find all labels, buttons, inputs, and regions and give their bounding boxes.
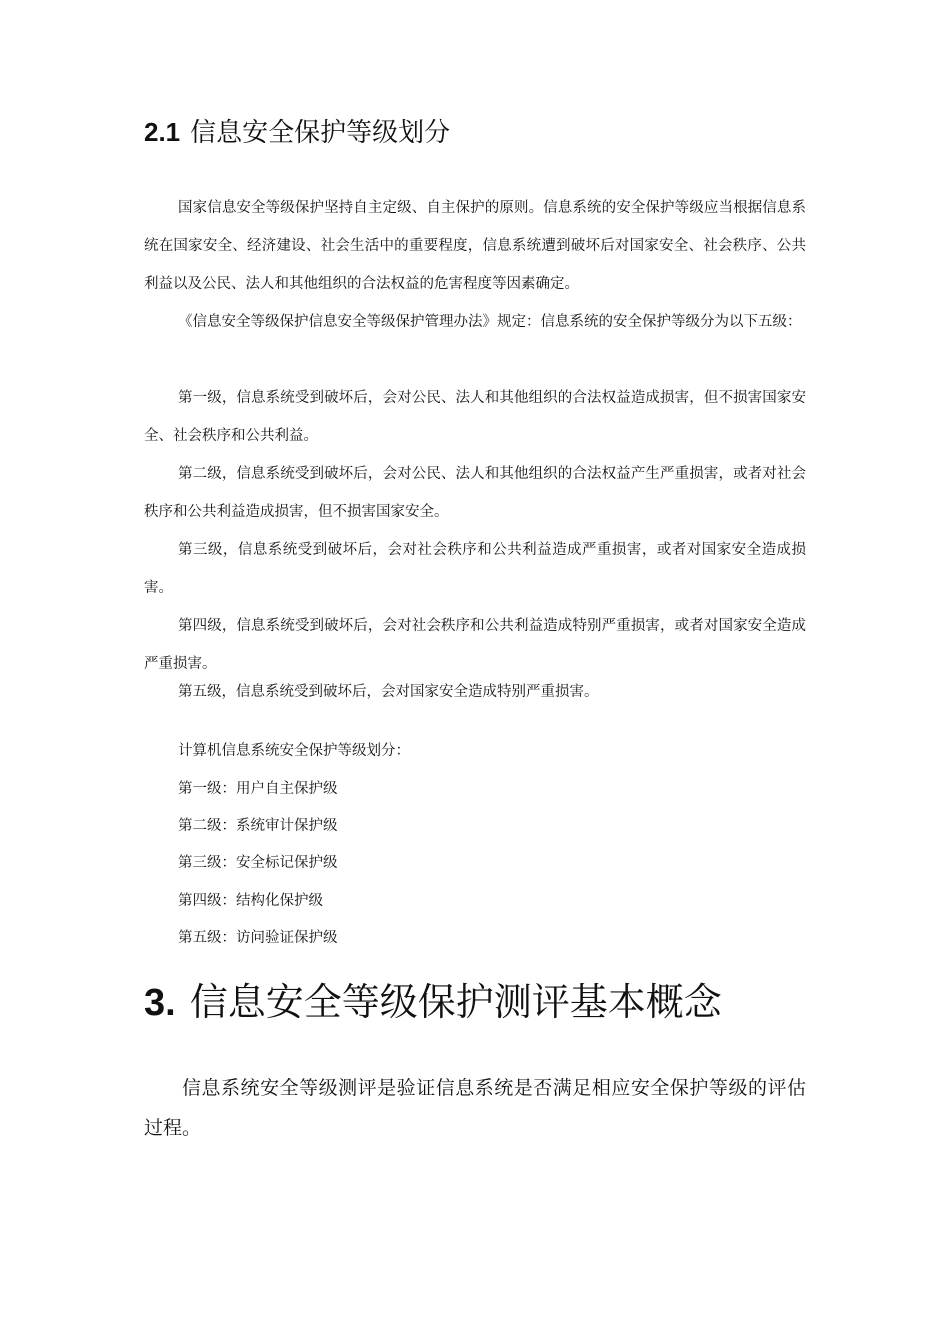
- section-2-1-number: 2.1: [144, 117, 181, 147]
- section-2-1-title: 信息安全保护等级划分: [190, 118, 451, 148]
- paragraph-level-1: 第一级，信息系统受到破坏后，会对公民、法人和其他组织的合法权益造成损害，但不损害国家安全、社会秩序和公共利益。: [144, 390, 806, 444]
- list-item: 第二级：系统审计保护级: [178, 818, 338, 834]
- paragraph-level-2: 第二级，信息系统受到破坏后，会对公民、法人和其他组织的合法权益产生严重损害，或者对社会秩序和公共利益造成损害，但不损害国家安全。: [144, 466, 806, 520]
- list-item: 第一级：用户自主保护级: [178, 781, 338, 797]
- list-item: 第四级：结构化保护级: [178, 893, 323, 909]
- list-item: 第三级：安全标记保护级: [178, 855, 338, 871]
- paragraph-principle: 国家信息安全等级保护坚持自主定级、自主保护的原则。信息系统的安全保护等级应当根据信息系统在国家安全、经济建设、社会生活中的重要程度，信息系统遭到破坏后对国家安全、社会秩序、公共利益以及公民、法人和其他组织的合法权益的危害程度等因素确定。: [144, 200, 806, 292]
- paragraph-regulation: 《信息安全等级保护信息安全等级保护管理办法》规定：信息系统的安全保护等级分为以下五级：: [178, 314, 802, 330]
- section-3-number: 3.: [144, 982, 176, 1024]
- section-3-heading: [144, 972, 722, 1032]
- paragraph-level-3: 第三级，信息系统受到破坏后，会对社会秩序和公共利益造成严重损害，或者对国家安全造成损害。: [144, 542, 806, 596]
- section-2-1-heading: [144, 112, 450, 152]
- paragraph-level-4: 第四级，信息系统受到破坏后，会对社会秩序和公共利益造成特别严重损害，或者对国家安全造成严重损害。: [144, 618, 806, 672]
- section-3-title: 信息安全等级保护测评基本概念: [189, 980, 722, 1024]
- paragraph-level-5: 第五级，信息系统受到破坏后，会对国家安全造成特别严重损害。: [178, 684, 599, 700]
- paragraph-evaluation-concept: 信息系统安全等级测评是验证信息系统是否满足相应安全保护等级的评估过程。: [144, 1077, 806, 1139]
- list-item: 第五级：访问验证保护级: [178, 930, 338, 946]
- computer-levels-intro: 计算机信息系统安全保护等级划分：: [178, 743, 410, 759]
